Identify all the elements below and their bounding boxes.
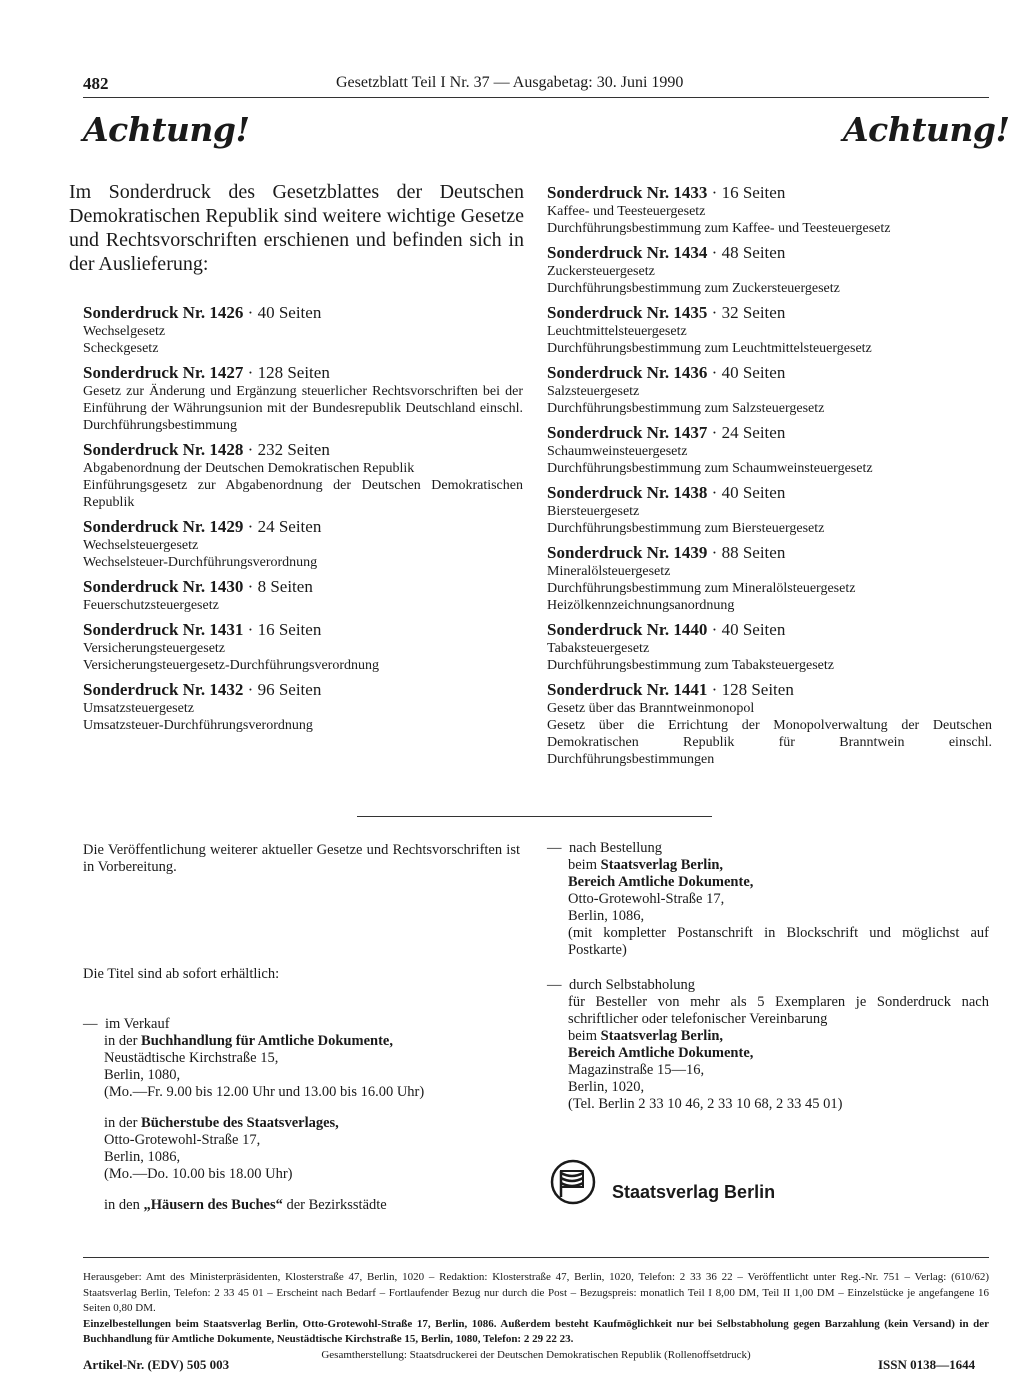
- entry-line: Durchführungsbestimmung zum Zuckersteuergesetz: [547, 281, 840, 296]
- entry-line: Kaffee- und Teesteuergesetz: [547, 204, 706, 219]
- titel-erhaeltlich: Die Titel sind ab sofort erhältlich:: [83, 966, 280, 982]
- sonderdruck-entry: [83, 440, 523, 511]
- bereich-name: Bereich Amtliche Dokumente,: [568, 874, 754, 890]
- entry-label: Sonderdruck Nr. 1431: [83, 620, 244, 639]
- entry-label: Sonderdruck Nr. 1427: [83, 363, 244, 382]
- entry-pages: · 32 Seiten: [711, 303, 786, 322]
- entry-label: Sonderdruck Nr. 1429: [83, 517, 244, 536]
- vorbereitung-note: Die Veröffentlichung weiterer aktueller Gesetze und Rechtsvorschriften ist in Vorbereitung.: [83, 842, 520, 875]
- in-der-label: in der: [104, 1033, 138, 1049]
- address-line: Berlin, 1086,: [568, 908, 645, 924]
- entry-title: [83, 517, 523, 537]
- shop2-line: Otto-Grotewohl-Straße 17,: [104, 1132, 261, 1148]
- entry-label: Sonderdruck Nr. 1438: [547, 483, 708, 502]
- verkauf-intro: im Verkauf: [105, 1016, 170, 1032]
- header-rule: [83, 97, 989, 98]
- entry-label: Sonderdruck Nr. 1432: [83, 680, 244, 699]
- entry-pages: · 88 Seiten: [711, 543, 786, 562]
- left-entry-list: [83, 297, 523, 734]
- entry-pages: · 24 Seiten: [711, 423, 786, 442]
- beim-label: beim: [568, 1028, 597, 1044]
- address-line: Otto-Grotewohl-Straße 17,: [568, 891, 725, 907]
- imprint-p3: Gesamtherstellung: Staatsdruckerei der Deutschen Demokratischen Republik (Rollenoffsetdruck): [321, 1348, 751, 1361]
- entry-title: [547, 183, 992, 203]
- entry-pages: · 128 Seiten: [711, 680, 794, 699]
- entry-label: Sonderdruck Nr. 1433: [547, 183, 708, 202]
- sonderdruck-entry: [547, 620, 992, 674]
- bestellung-intro: nach Bestellung: [569, 840, 663, 856]
- entry-pages: · 128 Seiten: [247, 363, 330, 382]
- entry-line: Umsatzsteuer-Durchführungsverordnung: [83, 718, 313, 733]
- sonderdruck-entry: [83, 680, 523, 734]
- sonderdruck-entry: [547, 680, 992, 768]
- entry-line: Durchführungsbestimmung zum Kaffee- und Teesteuergesetz: [547, 221, 891, 236]
- entry-line: Versicherungsteuergesetz-Durchführungsverordnung: [83, 658, 379, 673]
- dash-marker: —: [547, 977, 562, 993]
- entry-label: Sonderdruck Nr. 1439: [547, 543, 708, 562]
- section-divider: [357, 816, 712, 817]
- entry-pages: · 24 Seiten: [247, 517, 322, 536]
- dash-marker: —: [83, 1016, 98, 1032]
- phone-line: (Tel. Berlin 2 33 10 46, 2 33 10 68, 2 33 45 01): [568, 1096, 843, 1112]
- sonderdruck-entry: [83, 620, 523, 674]
- entry-line: Durchführungsbestimmung zum Salzsteuergesetz: [547, 401, 825, 416]
- sonderdruck-entry: [547, 363, 992, 417]
- entry-pages: · 48 Seiten: [711, 243, 786, 262]
- bereich-name: Bereich Amtliche Dokumente,: [568, 1045, 754, 1061]
- entry-line: Biersteuergesetz: [547, 504, 640, 519]
- entry-pages: · 16 Seiten: [247, 620, 322, 639]
- shop1-name: Buchhandlung für Amtliche Dokumente,: [141, 1033, 393, 1049]
- entry-line: Heizölkennzeichnungsanordnung: [547, 598, 735, 613]
- entry-label: Sonderdruck Nr. 1428: [83, 440, 244, 459]
- shop1-line: Neustädtische Kirchstraße 15,: [104, 1050, 279, 1066]
- entry-pages: · 8 Seiten: [247, 577, 313, 596]
- imprint-p1: Herausgeber: Amt des Ministerpräsidenten, Klosterstraße 47, Berlin, 1020 – Redaktion: Klosterstraße 47, Berlin, 1020, Telefon: 2 33 36 22 – Veröffentlicht unter Reg.-Nr. 751 – Verlag: (610/62) Staatsverlag Berlin, Telefon: 2 33 45 01 – Erscheint nach Bedarf – Fortlaufender Bezug nur durch die Post – Bezugspreis: monatlich Teil I 8,00 DM, Teil II 1,00 DM – Einzelstücke je angefangene 16 Seiten 0,80 DM.: [83, 1271, 989, 1314]
- entry-line: Tabaksteuergesetz: [547, 641, 650, 656]
- entry-title: [83, 620, 523, 640]
- entry-label: Sonderdruck Nr. 1434: [547, 243, 708, 262]
- header-title: Gesetzblatt Teil I Nr. 37 — Ausgabetag: 30. Juni 1990: [336, 74, 684, 91]
- entry-title: [547, 243, 992, 263]
- entry-line: Zuckersteuergesetz: [547, 264, 655, 279]
- achtung-heading-left: Achtung!: [83, 110, 250, 149]
- entry-label: Sonderdruck Nr. 1441: [547, 680, 708, 699]
- entry-line: Gesetz über das Branntweinmonopol: [547, 701, 755, 716]
- entry-pages: · 40 Seiten: [247, 303, 322, 322]
- sonderdruck-entry: [547, 243, 992, 297]
- entry-title: [547, 620, 992, 640]
- entry-line: Salzsteuergesetz: [547, 384, 640, 399]
- entry-line: Durchführungsbestimmung zum Leuchtmittelsteuergesetz: [547, 341, 872, 356]
- haeuser-post: der Bezirksstädte: [286, 1197, 387, 1213]
- entry-label: Sonderdruck Nr. 1435: [547, 303, 708, 322]
- entry-line: Durchführungsbestimmung zum Mineralölsteuergesetz: [547, 581, 856, 596]
- entry-pages: · 96 Seiten: [247, 680, 322, 699]
- entry-title: [83, 303, 523, 323]
- sonderdruck-entry: [547, 483, 992, 537]
- entry-line: Leuchtmittelsteuergesetz: [547, 324, 687, 339]
- entry-title: [547, 363, 992, 383]
- sonderdruck-entry: [83, 303, 523, 357]
- entry-pages: · 232 Seiten: [247, 440, 330, 459]
- entry-line: Wechselsteuergesetz: [83, 538, 199, 553]
- achtung-heading-right: Achtung!: [843, 110, 1010, 149]
- selbstabholung-intro: durch Selbstabholung: [569, 977, 696, 993]
- imprint-p2: Einzelbestellungen beim Staatsverlag Berlin, Otto-Grotewohl-Straße 17, Berlin, 1086. Außerdem besteht Kaufmöglichkeit nur bei Selbstabholung gegen Barzahlung (kein Versand) in der Buchhandlung für Amtliche Dokumente, Neustädtische Kirchstraße 15, Berlin, 1080, Telefon: 2 29 22 23.: [83, 1317, 989, 1345]
- entry-title: [547, 543, 992, 563]
- entry-line: Durchführungsbestimmung zum Biersteuergesetz: [547, 521, 825, 536]
- shop2-hours: (Mo.—Do. 10.00 bis 18.00 Uhr): [104, 1166, 293, 1182]
- verlag-name: Staatsverlag Berlin,: [600, 1028, 724, 1044]
- entry-title: [83, 680, 523, 700]
- entry-title: [547, 303, 992, 323]
- sonderdruck-entry: [547, 423, 992, 477]
- page-number: 482: [83, 74, 109, 93]
- entry-line: Umsatzsteuergesetz: [83, 701, 194, 716]
- shop1-hours: (Mo.—Fr. 9.00 bis 12.00 Uhr und 13.00 bis 16.00 Uhr): [104, 1084, 425, 1100]
- entry-pages: · 16 Seiten: [711, 183, 786, 202]
- entry-title: [547, 483, 992, 503]
- sonderdruck-entry: [547, 303, 992, 357]
- entry-line: Abgabenordnung der Deutschen Demokratischen Republik: [83, 461, 415, 476]
- artikel-number: Artikel-Nr. (EDV) 505 003: [83, 1357, 230, 1372]
- entry-title: [83, 440, 523, 460]
- entry-line: Gesetz zur Änderung und Ergänzung steuerlicher Rechtsvorschriften bei der Einführung der Währungsunion mit der Bundesrepublik Deutschland einschl. Durchführungsbestimmung: [83, 384, 523, 433]
- entry-label: Sonderdruck Nr. 1437: [547, 423, 708, 442]
- beim-label: beim: [568, 857, 597, 873]
- entry-title: [547, 680, 992, 700]
- sonderdruck-entry: [83, 363, 523, 434]
- entry-line: Feuerschutzsteuergesetz: [83, 598, 219, 613]
- logo-text: Staatsverlag Berlin: [612, 1182, 776, 1202]
- entry-line: Durchführungsbestimmung zum Schaumweinsteuergesetz: [547, 461, 873, 476]
- entry-title: [547, 423, 992, 443]
- staatsverlag-logo-icon: [550, 1159, 596, 1205]
- entry-line: Mineralölsteuergesetz: [547, 564, 671, 579]
- entry-label: Sonderdruck Nr. 1426: [83, 303, 244, 322]
- in-der-label: in der: [104, 1115, 138, 1131]
- entry-label: Sonderdruck Nr. 1436: [547, 363, 708, 382]
- entry-line: Scheckgesetz: [83, 341, 159, 356]
- entry-label: Sonderdruck Nr. 1440: [547, 620, 708, 639]
- entry-line: Durchführungsbestimmung zum Tabaksteuergesetz: [547, 658, 834, 673]
- shop1-line: Berlin, 1080,: [104, 1067, 181, 1083]
- entry-line: Einführungsgesetz zur Abgabenordnung der Deutschen Demokratischen Republik: [83, 478, 523, 510]
- entry-line: Wechselsteuer-Durchführungsverordnung: [83, 555, 318, 570]
- entry-title: [83, 363, 523, 383]
- entry-line: Versicherungsteuergesetz: [83, 641, 226, 656]
- sonderdruck-entry: [83, 577, 523, 614]
- selbstabholung-text: für Besteller von mehr als 5 Exemplaren je Sonderdruck nach schriftlicher oder telefonischer Vereinbarung: [568, 994, 989, 1027]
- haeuser-name: „Häusern des Buches“: [143, 1197, 283, 1213]
- shop2-name: Bücherstube des Staatsverlages,: [141, 1115, 339, 1131]
- entry-pages: · 40 Seiten: [711, 620, 786, 639]
- entry-line: Schaumweinsteuergesetz: [547, 444, 688, 459]
- entry-title: [83, 577, 523, 597]
- sonderdruck-entry: [83, 517, 523, 571]
- verkauf-section: [83, 1016, 523, 1214]
- right-entry-list: [547, 177, 992, 768]
- sonderdruck-entry: [547, 543, 992, 614]
- verlag-name: Staatsverlag Berlin,: [600, 857, 724, 873]
- intro-paragraph: Im Sonderdruck des Gesetzblattes der Deutschen Demokratischen Republik sind weitere wichtige Gesetze und Rechtsvorschriften erschienen und befinden sich in der Auslieferung:: [69, 181, 524, 275]
- entry-pages: · 40 Seiten: [711, 483, 786, 502]
- address-note: (mit kompletter Postanschrift in Blockschrift und möglichst auf Postkarte): [568, 925, 989, 958]
- bestellung-section: [547, 840, 989, 1113]
- address-line: Berlin, 1020,: [568, 1079, 645, 1095]
- address-line: Magazinstraße 15—16,: [568, 1062, 705, 1078]
- imprint: [83, 1270, 989, 1363]
- entry-line: Wechselgesetz: [83, 324, 166, 339]
- haeuser-pre: in den: [104, 1197, 140, 1213]
- entry-pages: · 40 Seiten: [711, 363, 786, 382]
- footer-rule: [83, 1257, 989, 1258]
- dash-marker: —: [547, 840, 562, 856]
- issn: ISSN 0138—1644: [878, 1357, 976, 1372]
- entry-label: Sonderdruck Nr. 1430: [83, 577, 244, 596]
- shop2-line: Berlin, 1086,: [104, 1149, 181, 1165]
- entry-line: Gesetz über die Errichtung der Monopolverwaltung der Deutschen Demokratischen Republik für Branntwein einschl. Durchführungsbestimmungen: [547, 718, 992, 767]
- sonderdruck-entry: [547, 183, 992, 237]
